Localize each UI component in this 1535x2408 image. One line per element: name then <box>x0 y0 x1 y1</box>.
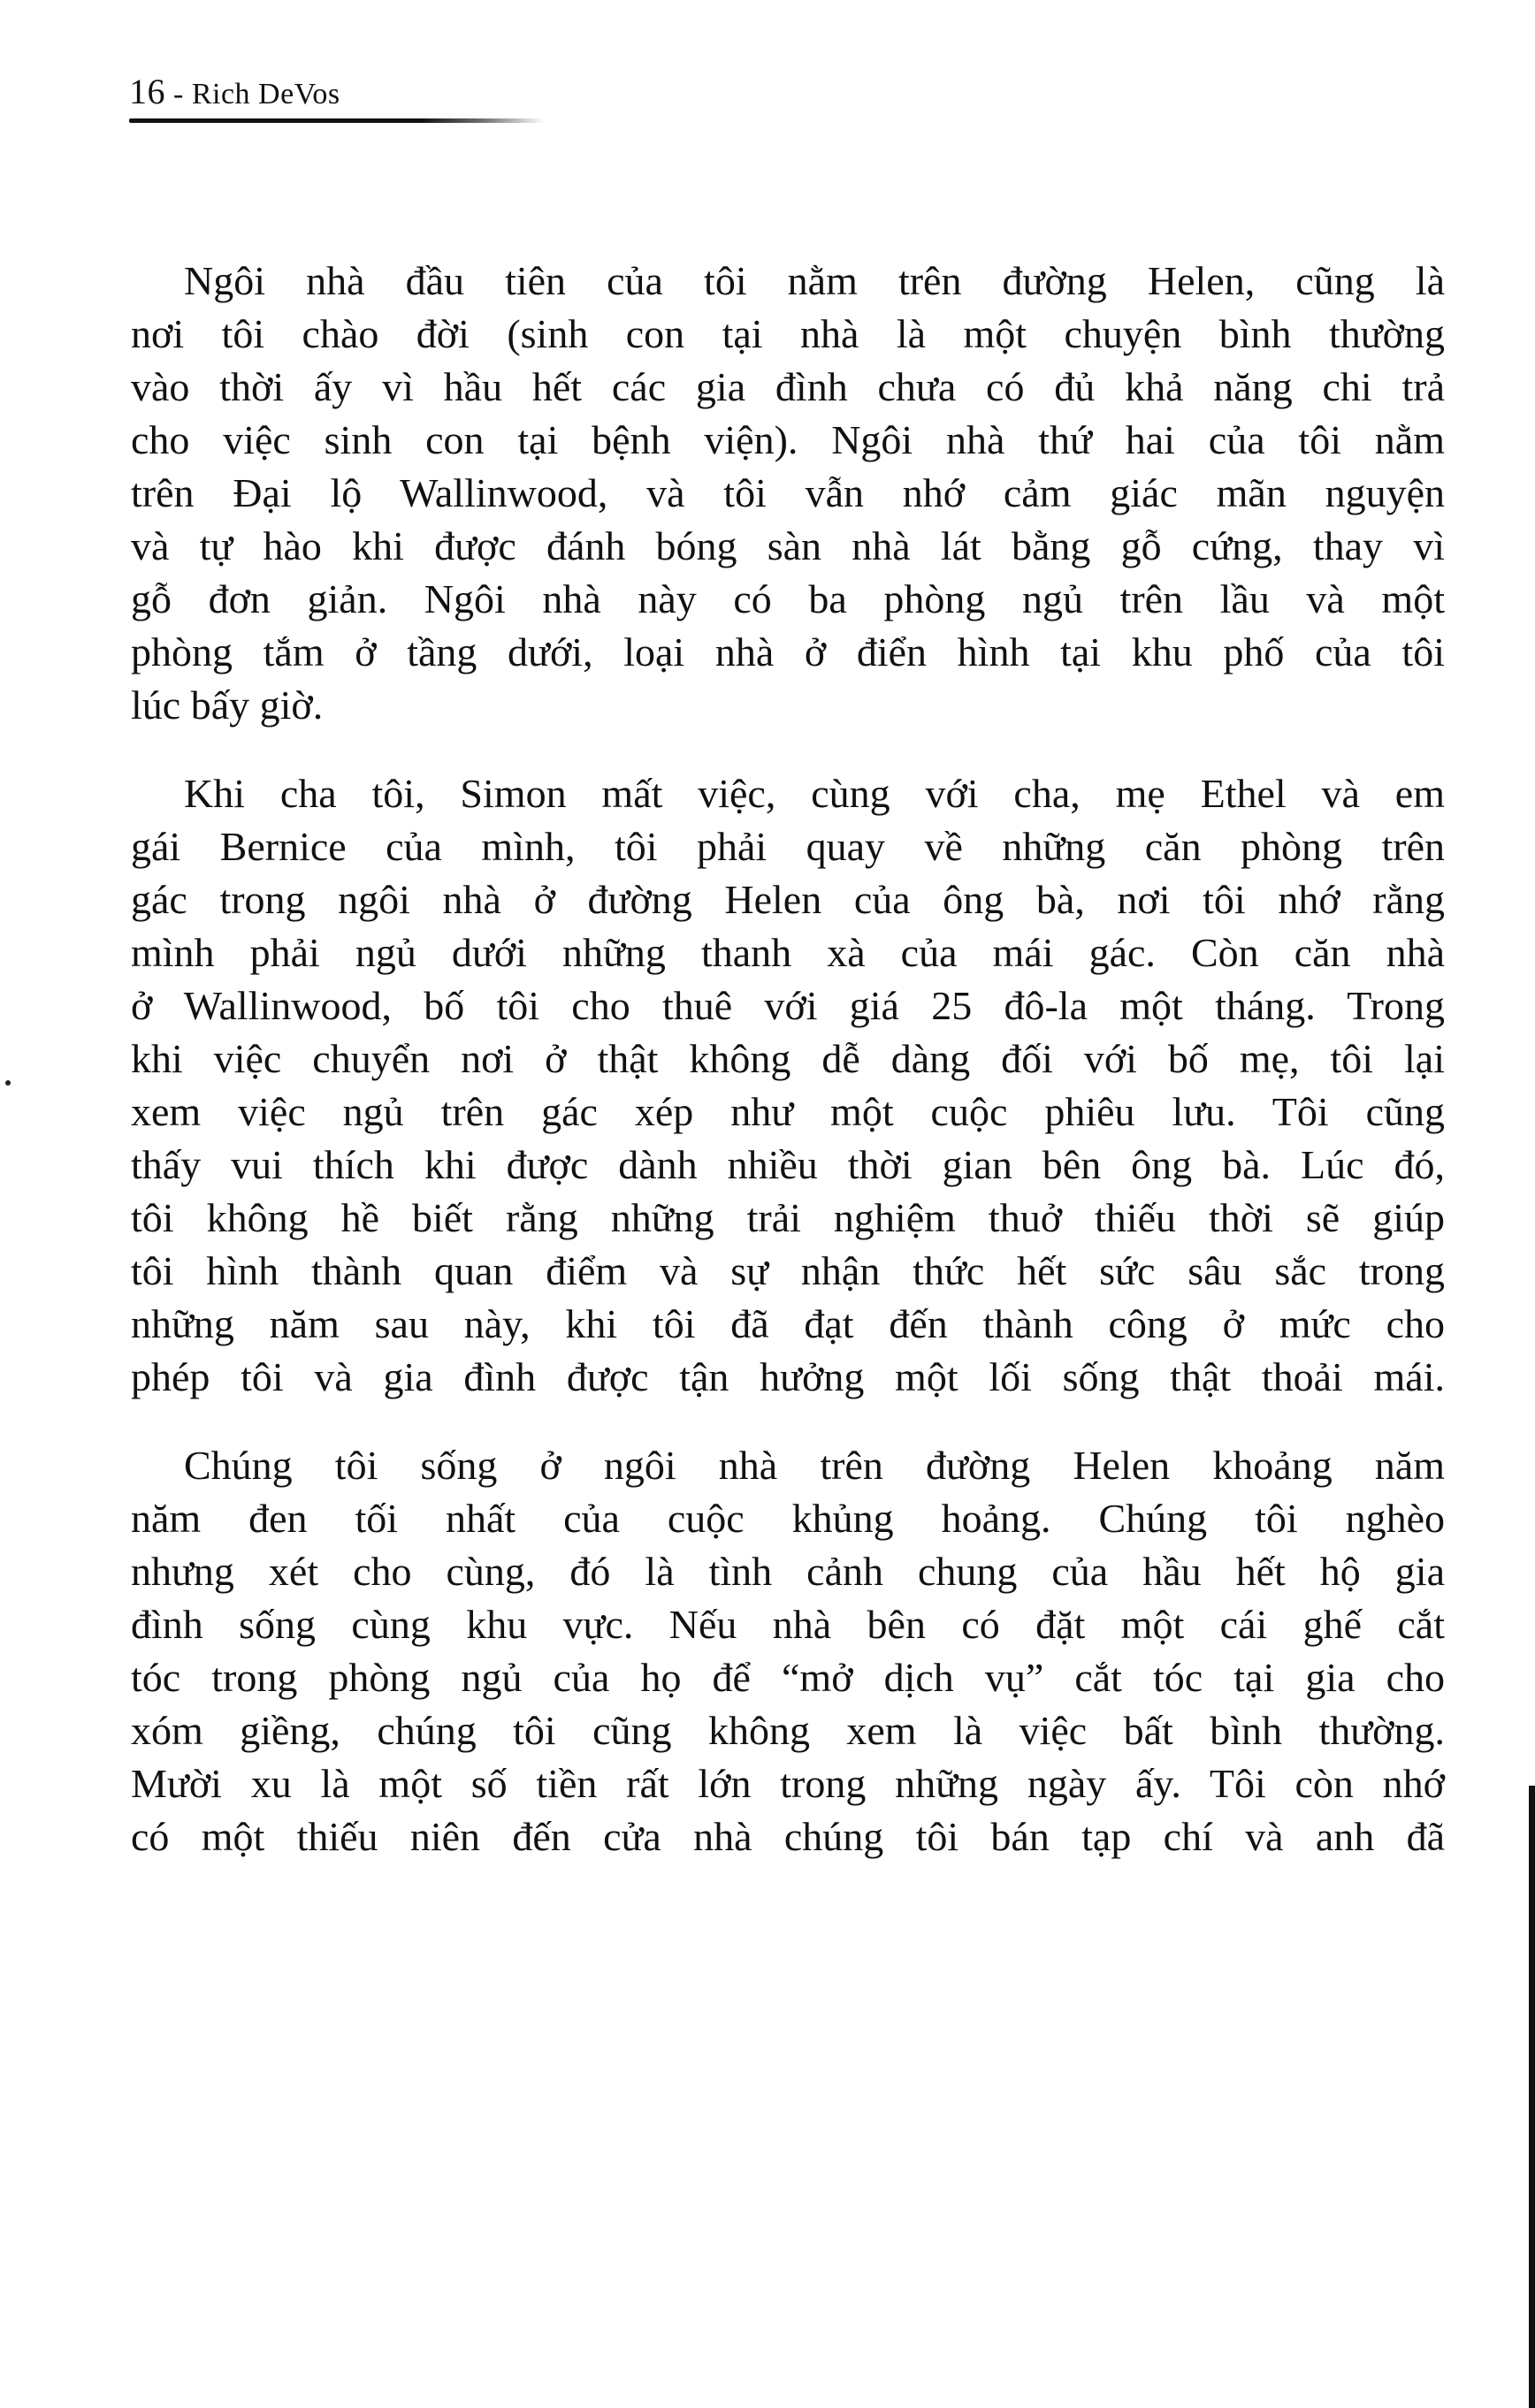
text-line: phòng tắm ở tầng dưới, loại nhà ở điển hình tại khu phố của tôi <box>131 629 1445 674</box>
text-line: Ngôi nhà đầu tiên của tôi nằm trên đường Helen, cũng là <box>184 258 1445 303</box>
text-line: gác trong ngôi nhà ở đường Helen của ông bà, nơi tôi nhớ rằng <box>131 877 1445 922</box>
body-text <box>131 255 1445 1899</box>
text-line: gái Bernice của mình, tôi phải quay về những căn phòng trên <box>131 824 1445 869</box>
text-line: và tự hào khi được đánh bóng sàn nhà lát bằng gỗ cứng, thay vì <box>131 523 1445 568</box>
text-line: có một thiếu niên đến cửa nhà chúng tôi bán tạp chí và anh đã <box>131 1814 1445 1859</box>
text-line: năm đen tối nhất của cuộc khủng hoảng. Chúng tôi nghèo <box>131 1496 1445 1541</box>
text-line: xóm giềng, chúng tôi cũng không xem là việc bất bình thường. <box>131 1708 1445 1753</box>
text-line: những năm sau này, khi tôi đã đạt đến thành công ở mức cho <box>131 1301 1445 1346</box>
text-line: Mười xu là một số tiền rất lớn trong những ngày ấy. Tôi còn nhớ <box>131 1761 1445 1806</box>
text-line: ở Wallinwood, bố tôi cho thuê với giá 25 đô-la một tháng. Trong <box>131 983 1445 1028</box>
text-line: gỗ đơn giản. Ngôi nhà này có ba phòng ngủ trên lầu và một <box>131 576 1445 621</box>
text-line: khi việc chuyển nơi ở thật không dễ dàng đối với bố mẹ, tôi lại <box>131 1036 1445 1081</box>
text-line: tóc trong phòng ngủ của họ để “mở dịch vụ” cắt tóc tại gia cho <box>131 1655 1445 1700</box>
scan-speck <box>5 1080 11 1086</box>
text-line: tôi không hề biết rằng những trải nghiệm thuở thiếu thời sẽ giúp <box>131 1195 1445 1240</box>
text-line: trên Đại lộ Wallinwood, và tôi vẫn nhớ cảm giác mãn nguyện <box>131 470 1445 515</box>
text-line: Khi cha tôi, Simon mất việc, cùng với cha, mẹ Ethel và em <box>184 771 1445 816</box>
text-line: đình sống cùng khu vực. Nếu nhà bên có đặt một cái ghế cắt <box>131 1602 1445 1647</box>
header-rule <box>129 118 545 123</box>
text-line: phép tôi và gia đình được tận hưởng một lối sống thật thoải mái. <box>131 1354 1445 1399</box>
page-number: 16 <box>129 72 165 111</box>
text-line: mình phải ngủ dưới những thanh xà của mái gác. Còn căn nhà <box>131 930 1445 975</box>
text-line: tôi hình thành quan điểm và sự nhận thức hết sức sâu sắc trong <box>131 1248 1445 1293</box>
text-line: xem việc ngủ trên gác xép như một cuộc phiêu lưu. Tôi cũng <box>131 1089 1445 1134</box>
paragraph-2 <box>131 767 1445 1404</box>
running-header <box>129 74 340 110</box>
text-line: thấy vui thích khi được dành nhiều thời gian bên ông bà. Lúc đó, <box>131 1142 1445 1187</box>
text-line: Chúng tôi sống ở ngôi nhà trên đường Helen khoảng năm <box>184 1443 1445 1488</box>
header-separator: - <box>165 78 192 110</box>
text-line: nơi tôi chào đời (sinh con tại nhà là một chuyện bình thường <box>131 311 1445 356</box>
text-line: cho việc sinh con tại bệnh viện). Ngôi nhà thứ hai của tôi nằm <box>131 417 1445 462</box>
text-line: lúc bấy giờ. <box>131 682 324 728</box>
text-line: vào thời ấy vì hầu hết các gia đình chưa có đủ khả năng chi trả <box>131 364 1445 409</box>
text-line: nhưng xét cho cùng, đó là tình cảnh chung của hầu hết hộ gia <box>131 1549 1445 1594</box>
author-name: Rich DeVos <box>191 78 340 110</box>
page-edge-shadow <box>1529 1786 1535 2408</box>
paragraph-1 <box>131 255 1445 732</box>
paragraph-3 <box>131 1439 1445 1863</box>
